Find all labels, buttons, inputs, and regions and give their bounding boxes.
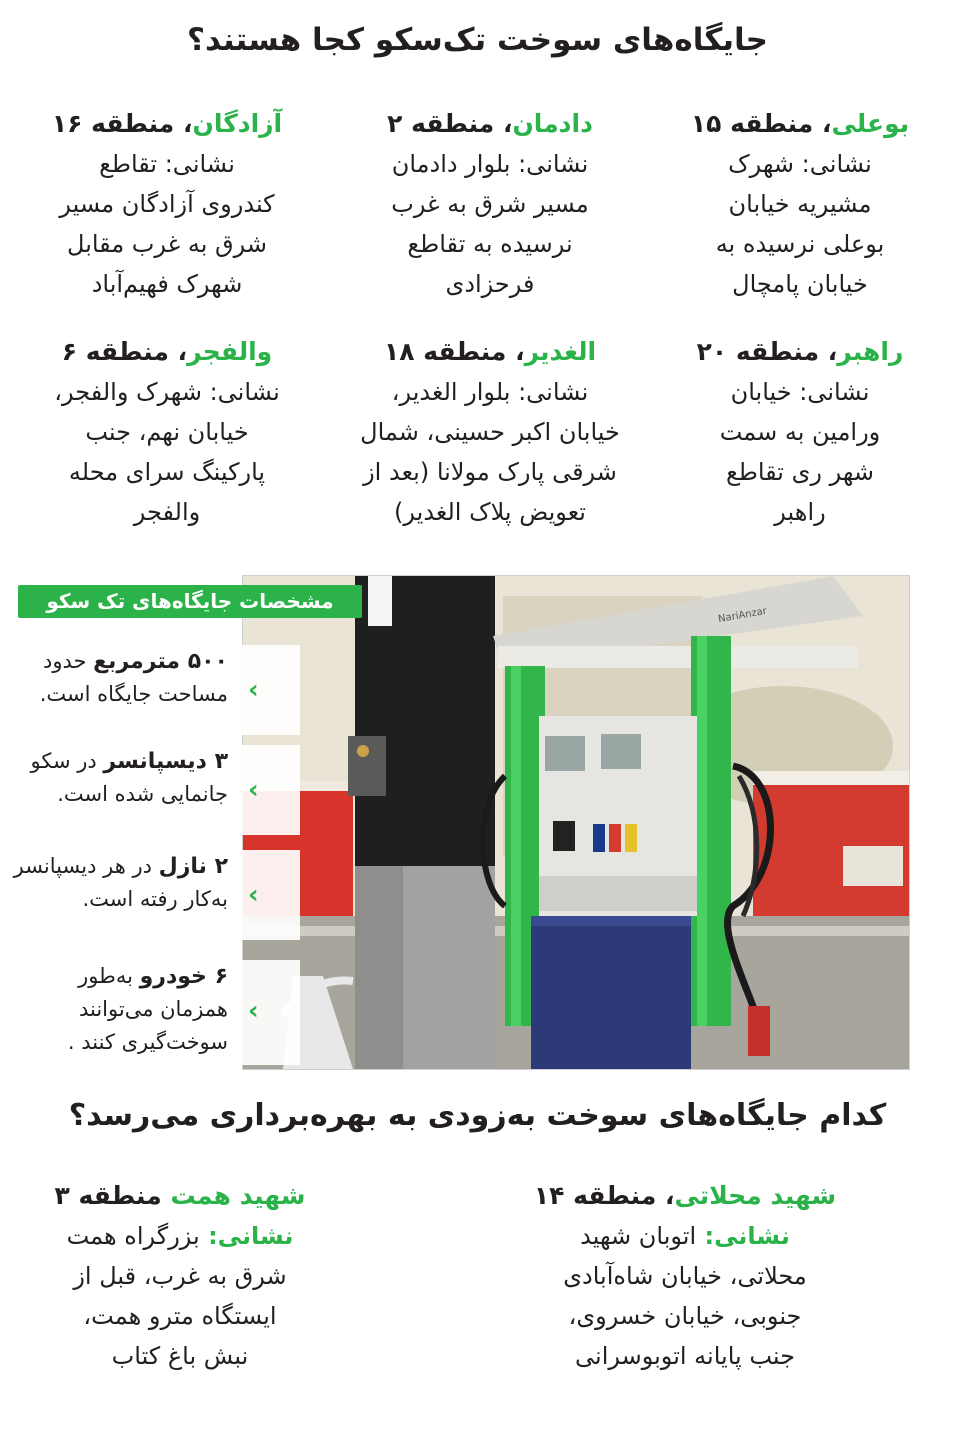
- address-label: نشانی:: [791, 378, 870, 406]
- address-label: نشانی:: [201, 378, 280, 406]
- station-heading: [30, 1176, 330, 1216]
- pump-brand-label: NariAnzar: [717, 605, 768, 626]
- fuel-pump-illustration: [243, 576, 909, 1069]
- chevron-left-icon: ‹: [248, 996, 259, 1026]
- fuel-pump-photo: [242, 575, 910, 1070]
- spec-text: [0, 850, 228, 916]
- spec-desc: در هر دیسپانسر به‌کار رفته است.: [13, 854, 228, 911]
- station-region: منطقه ۱۵: [690, 109, 814, 138]
- station-region: منطقه ۱۶: [51, 109, 175, 138]
- address-label: نشانی:: [510, 378, 589, 406]
- spec-item: [0, 960, 300, 1065]
- spec-item: [0, 745, 300, 835]
- station-heading: [655, 332, 945, 372]
- station-address: [655, 372, 945, 532]
- page-title: جایگاه‌های سوخت تک‌سکو کجا هستند؟: [187, 22, 768, 58]
- address-label: نشانی:: [794, 150, 872, 178]
- station-heading: [22, 104, 312, 144]
- address-label: نشانی:: [157, 150, 235, 178]
- spec-text: [0, 645, 228, 711]
- station-sep: ،: [506, 337, 525, 366]
- station-name: والفجر: [187, 337, 273, 366]
- station-sep: ،: [494, 109, 513, 138]
- address-label: نشانی:: [510, 150, 589, 178]
- station-boali: [655, 104, 945, 304]
- address-text: بزرگراه همت شرق به غرب، قبل از ایستگاه مترو همت، نبش باغ کتاب: [66, 1222, 287, 1370]
- station-heading: [345, 104, 635, 144]
- station-heading: [655, 104, 945, 144]
- station-sep: ،: [819, 337, 838, 366]
- station-heading: [330, 332, 650, 372]
- station-address: [520, 1216, 850, 1376]
- spec-value: ۶ خودرو: [139, 964, 228, 989]
- station-name: الغدیر: [524, 337, 597, 366]
- spec-text: [0, 960, 228, 1059]
- station-region: منطقه ۳: [54, 1181, 162, 1210]
- upcoming-station-hemmat: [30, 1176, 330, 1376]
- station-dadman: [345, 104, 635, 304]
- station-name: بوعلی: [831, 109, 910, 138]
- station-azadegan: [22, 104, 312, 304]
- station-sep: ،: [174, 109, 193, 138]
- station-heading: [22, 332, 312, 372]
- address-label: نشانی:: [199, 1222, 294, 1250]
- station-region: منطقه ۲: [387, 109, 495, 138]
- spec-item: [0, 645, 300, 735]
- spec-desc: حدود مساحت جایگاه است.: [39, 649, 228, 706]
- chevron-left-icon: ‹: [248, 880, 259, 910]
- address-text: تقاطع کندروی آزادگان مسیر شرق به غرب مقابل شهرک فهیم‌آباد: [59, 150, 275, 298]
- station-address: [330, 372, 650, 532]
- station-region: منطقه ۲۰: [696, 337, 820, 366]
- spec-desc: در سکو جانمایی شده است.: [30, 749, 228, 806]
- spec-value: ۳ دیسپانسر: [103, 749, 228, 774]
- station-address: [655, 144, 945, 304]
- chevron-left-icon: ‹: [248, 675, 259, 705]
- upcoming-station-mahallati: [520, 1176, 850, 1376]
- station-address: [345, 144, 635, 304]
- address-text: شهرک والفجر، خیابان نهم، جنب پارکینگ سرای محله والفجر: [54, 378, 266, 526]
- station-address: [30, 1216, 330, 1376]
- upcoming-title: کدام جایگاه‌های سوخت به‌زودی به بهره‌برداری می‌رسد؟: [68, 1098, 887, 1133]
- station-address: [22, 144, 312, 304]
- station-name: آزادگان: [192, 109, 283, 138]
- address-text: بلوار دادمان مسیر شرق به غرب نرسیده به تقاطع فرحزادی: [391, 150, 589, 298]
- station-address: [22, 372, 312, 532]
- address-text: بلوار الغدیر، خیابان اکبر حسینی، شمال شرقی پارک مولانا (بعد از تعویض پلاک الغدیر): [360, 378, 620, 526]
- chevron-left-icon: ‹: [248, 775, 259, 805]
- address-text: شهرک مشیریه خیابان بوعلی نرسیده به خیابان پامچال: [715, 150, 885, 298]
- spec-desc: به‌طور همزمان می‌توانند سوخت‌گیری کنند .: [67, 964, 228, 1054]
- spec-text: [0, 745, 228, 811]
- station-name: شهید محلاتی: [674, 1181, 837, 1210]
- station-name: راهبر: [837, 337, 904, 366]
- spec-item: [0, 850, 300, 940]
- address-text: اتوبان شهید محلاتی، خیابان شاه‌آبادی جنوبی، خیابان خسروی، جنب پایانه اتوبوسرانی: [563, 1222, 807, 1370]
- spec-value: ۵۰۰ مترمربع: [93, 649, 228, 674]
- station-name: شهید همت: [170, 1181, 306, 1210]
- station-valfajr: [22, 332, 312, 532]
- address-label: نشانی:: [696, 1222, 790, 1250]
- station-sep: ،: [813, 109, 832, 138]
- station-sep: ،: [656, 1181, 675, 1210]
- station-name: دادمان: [512, 109, 593, 138]
- spec-value: ۲ نازل: [158, 854, 228, 879]
- station-rahbar: [655, 332, 945, 532]
- station-alghadir: [330, 332, 650, 532]
- station-region: منطقه ۱۴: [533, 1181, 657, 1210]
- specs-title: مشخصات جایگاه‌های تک سکو: [18, 585, 362, 618]
- address-text: خیابان ورامین به سمت شهر ری تقاطع راهبر: [719, 378, 881, 526]
- station-heading: [520, 1176, 850, 1216]
- station-sep: ،: [168, 337, 188, 366]
- station-region: منطقه ۶: [61, 337, 169, 366]
- station-region: منطقه ۱۸: [383, 337, 507, 366]
